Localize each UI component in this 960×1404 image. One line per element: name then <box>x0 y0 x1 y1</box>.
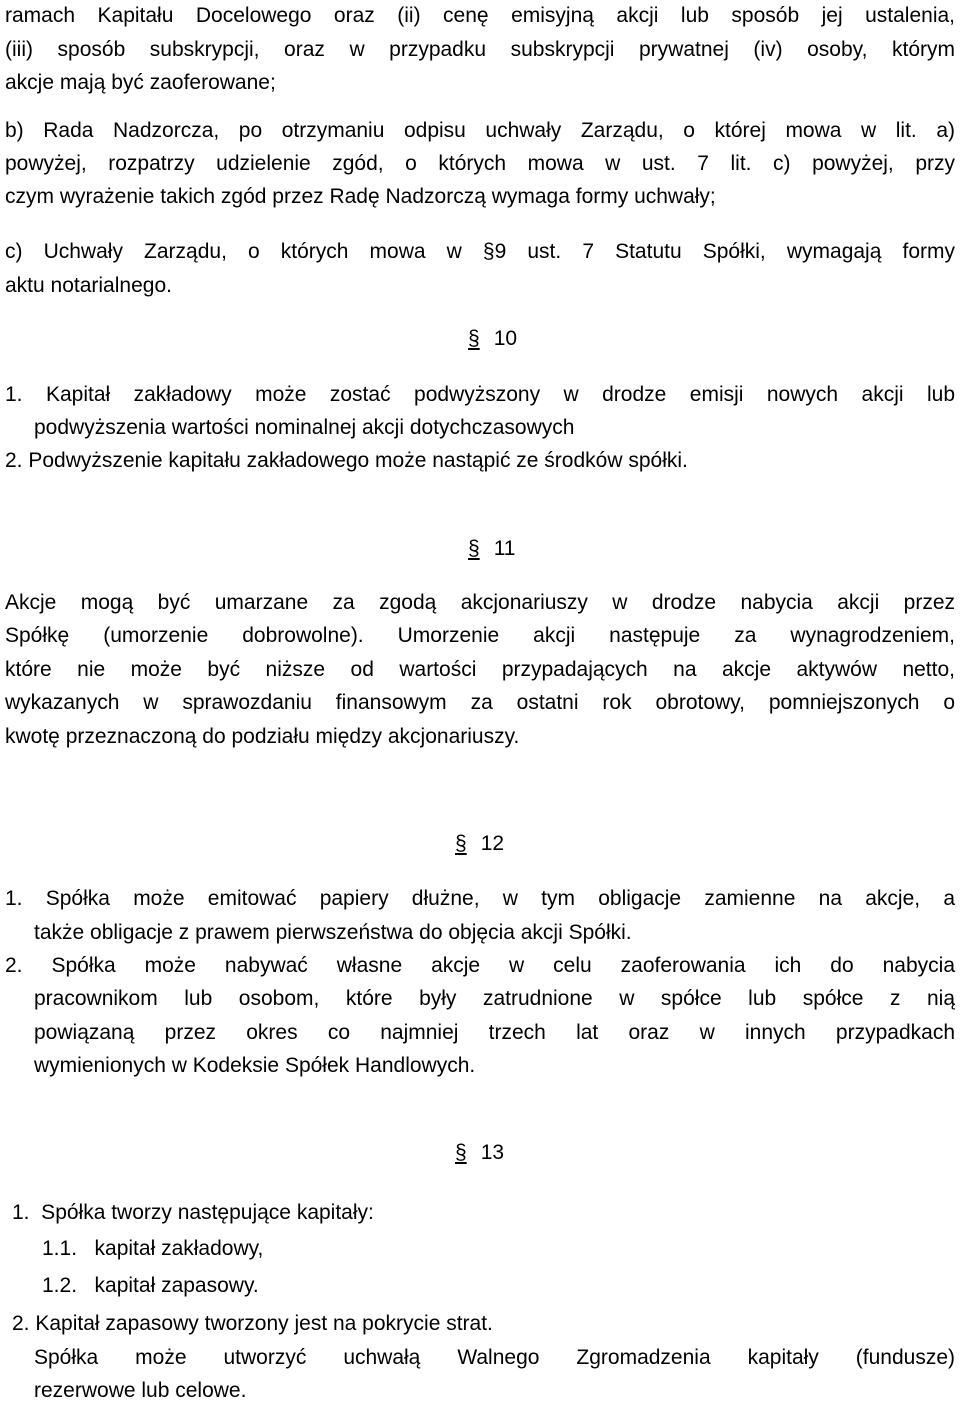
text-line: kwotę przeznaczoną do podziału między akcjonariuszy. <box>5 725 520 748</box>
text-line: wymienionych w Kodeksie Spółek Handlowych. <box>34 1054 476 1077</box>
section-heading-11 <box>468 536 516 562</box>
text-line: b) Rada Nadzorcza, po otrzymaniu odpisu uchwały Zarządu, o której mowa w lit. a) <box>5 119 955 142</box>
text-line: 1. Spółka tworzy następujące kapitały: <box>12 1201 374 1224</box>
text-line: pracownikom lub osobom, które były zatrudnione w spółce lub spółce z nią <box>34 987 955 1010</box>
section-heading-10 <box>468 326 517 352</box>
text-line: podwyższenia wartości nominalnej akcji dotychczasowych <box>34 416 575 439</box>
text-line: powiązaną przez okres co najmniej trzech lat oraz w innych przypadkach <box>34 1021 955 1044</box>
text-line: (iii) sposób subskrypcji, oraz w przypadku subskrypcji prywatnej (iv) osoby, którym <box>5 38 955 61</box>
section-number: 13 <box>480 1141 505 1164</box>
text-line: 1.1. kapitał zakładowy, <box>42 1237 264 1260</box>
section-number: 10 <box>493 327 518 350</box>
text-line: aktu notarialnego. <box>5 274 172 297</box>
text-line: także obligacje z prawem pierwszeństwa do objęcia akcji Spółki. <box>34 921 632 944</box>
text-line: 2. Spółka może nabywać własne akcje w celu zaoferowania ich do nabycia <box>5 954 955 977</box>
section-sign: § <box>455 832 467 855</box>
section-heading-12 <box>455 831 504 857</box>
text-line: 1. Spółka może emitować papiery dłużne, w tym obligacje zamienne na akcje, a <box>5 887 955 910</box>
text-line: akcje mają być zaoferowane; <box>5 71 276 94</box>
text-line: czym wyrażenie takich zgód przez Radę Nadzorczą wymaga formy uchwały; <box>5 185 716 208</box>
text-line: 2. Kapitał zapasowy tworzony jest na pokrycie strat. <box>12 1312 493 1335</box>
text-line: Akcje mogą być umarzane za zgodą akcjonariuszy w drodze nabycia akcji przez <box>5 591 955 614</box>
section-number: 11 <box>493 537 516 560</box>
text-line: c) Uchwały Zarządu, o których mowa w §9 ust. 7 Statutu Spółki, wymagają formy <box>5 240 955 263</box>
text-line: wykazanych w sprawozdaniu finansowym za ostatni rok obrotowy, pomniejszonych o <box>5 691 955 714</box>
text-line: które nie może być niższe od wartości przypadających na akcje aktywów netto, <box>5 658 955 681</box>
text-line: Spółka może utworzyć uchwałą Walnego Zgromadzenia kapitały (fundusze) <box>34 1346 955 1369</box>
text-line: ramach Kapitału Docelowego oraz (ii) cenę emisyjną akcji lub sposób jej ustalenia, <box>5 4 955 27</box>
text-line: Spółkę (umorzenie dobrowolne). Umorzenie akcji następuje za wynagrodzeniem, <box>5 624 955 647</box>
section-heading-13 <box>455 1140 504 1166</box>
section-sign: § <box>468 537 480 560</box>
text-line: 1. Kapitał zakładowy może zostać podwyższony w drodze emisji nowych akcji lub <box>5 383 955 406</box>
text-line: 2. Podwyższenie kapitału zakładowego może nastąpić ze środków spółki. <box>5 449 688 472</box>
section-sign: § <box>455 1141 467 1164</box>
section-sign: § <box>468 327 480 350</box>
text-line: rezerwowe lub celowe. <box>34 1379 247 1402</box>
text-line: 1.2. kapitał zapasowy. <box>42 1274 259 1297</box>
section-number: 12 <box>480 832 505 855</box>
text-line: powyżej, rozpatrzy udzielenie zgód, o których mowa w ust. 7 lit. c) powyżej, przy <box>5 152 955 175</box>
